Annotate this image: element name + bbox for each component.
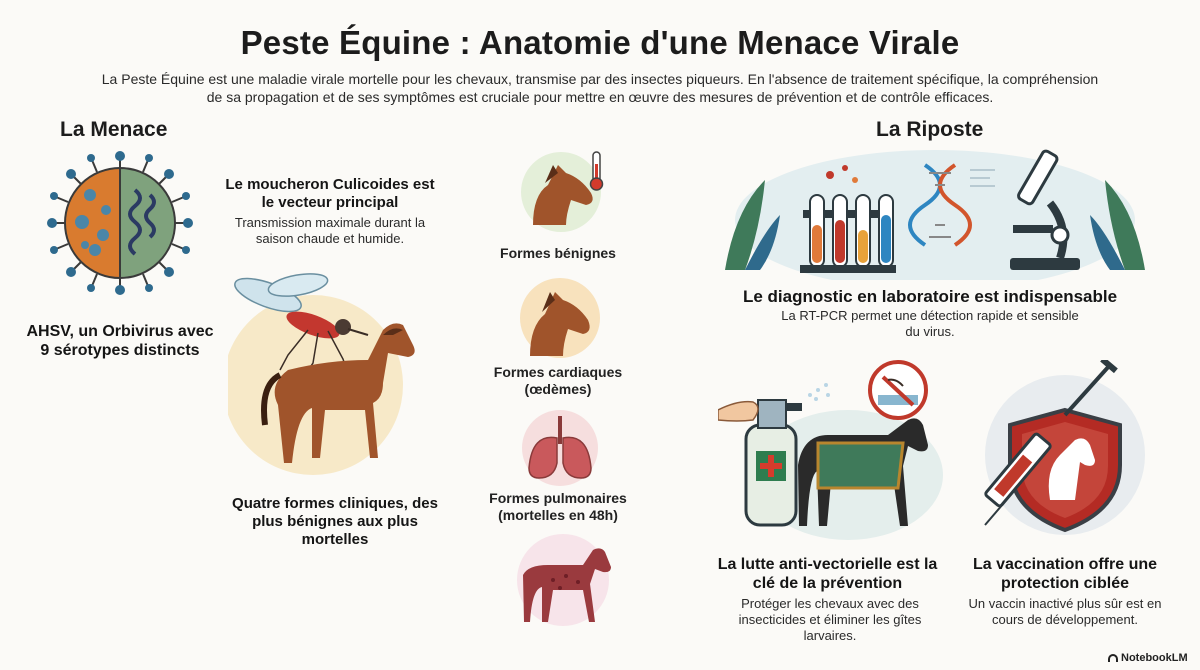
diagnostic-body: La RT-PCR permet une détection rapide et sensible du virus. [781,308,1079,339]
riposte-heading: La Riposte [876,118,984,141]
intro-text: La Peste Équine est une maladie virale mortelle pour les chevaux, transmise par des insectes piqueurs. En l'absence de traitement spécifique, la compréhension de sa propagation et de ses symptômes est cruciale pour mettre en œuvre des mesures de prévention et de contrôle efficaces. [101,71,1099,105]
sick-horse-icon [508,530,618,630]
virus-text: AHSV, un Orbivirus avec 9 sérotypes distincts [26,323,214,359]
vaccination-heading: La vaccination offre une protection ciblée [972,556,1158,592]
form-benign-label: Formes bénignes [500,245,616,261]
thermometer-icon [591,152,603,190]
vector-control-illustration [718,355,948,545]
virus-icon [40,150,200,295]
page-title: Peste Équine : Anatomie d'une Menace Virale [240,24,960,61]
menace-heading: La Menace [60,118,168,141]
vector-control-body: Protéger les chevaux avec des insecticides et éliminer les gîtes larvaires. [738,596,922,643]
brand-label: NotebookLM [1121,652,1188,664]
vector-heading: Le moucheron Culicoides est le vecteur principal [225,176,435,211]
diagnostic-heading: Le diagnostic en laboratoire est indispensable [742,287,1118,306]
vector-body: Transmission maximale durant la saison chaude et humide. [234,215,426,246]
vaccination-body: Un vaccin inactivé plus sûr est en cours de développement. [968,596,1162,627]
form-pulmonary-label: Formes pulmonaires (mortelles en 48h) [489,490,627,523]
notebooklm-icon [1108,654,1118,662]
forms-text: Quatre formes cliniques, des plus bénignes aux plus mortelles [232,495,438,548]
vaccination-illustration [970,360,1150,540]
lungs-icon [515,408,605,488]
cardiac-form-icon [515,276,605,361]
mosquito-horse-illustration [228,265,443,480]
lab-illustration [715,140,1155,280]
no-mosquito-icon [870,362,926,418]
benign-form-icon [513,150,613,232]
brand-logo [1108,652,1188,664]
vector-control-heading: La lutte anti-vectorielle est la clé de la prévention [717,556,938,592]
form-cardiac-label: Formes cardiaques (œdèmes) [493,364,623,397]
